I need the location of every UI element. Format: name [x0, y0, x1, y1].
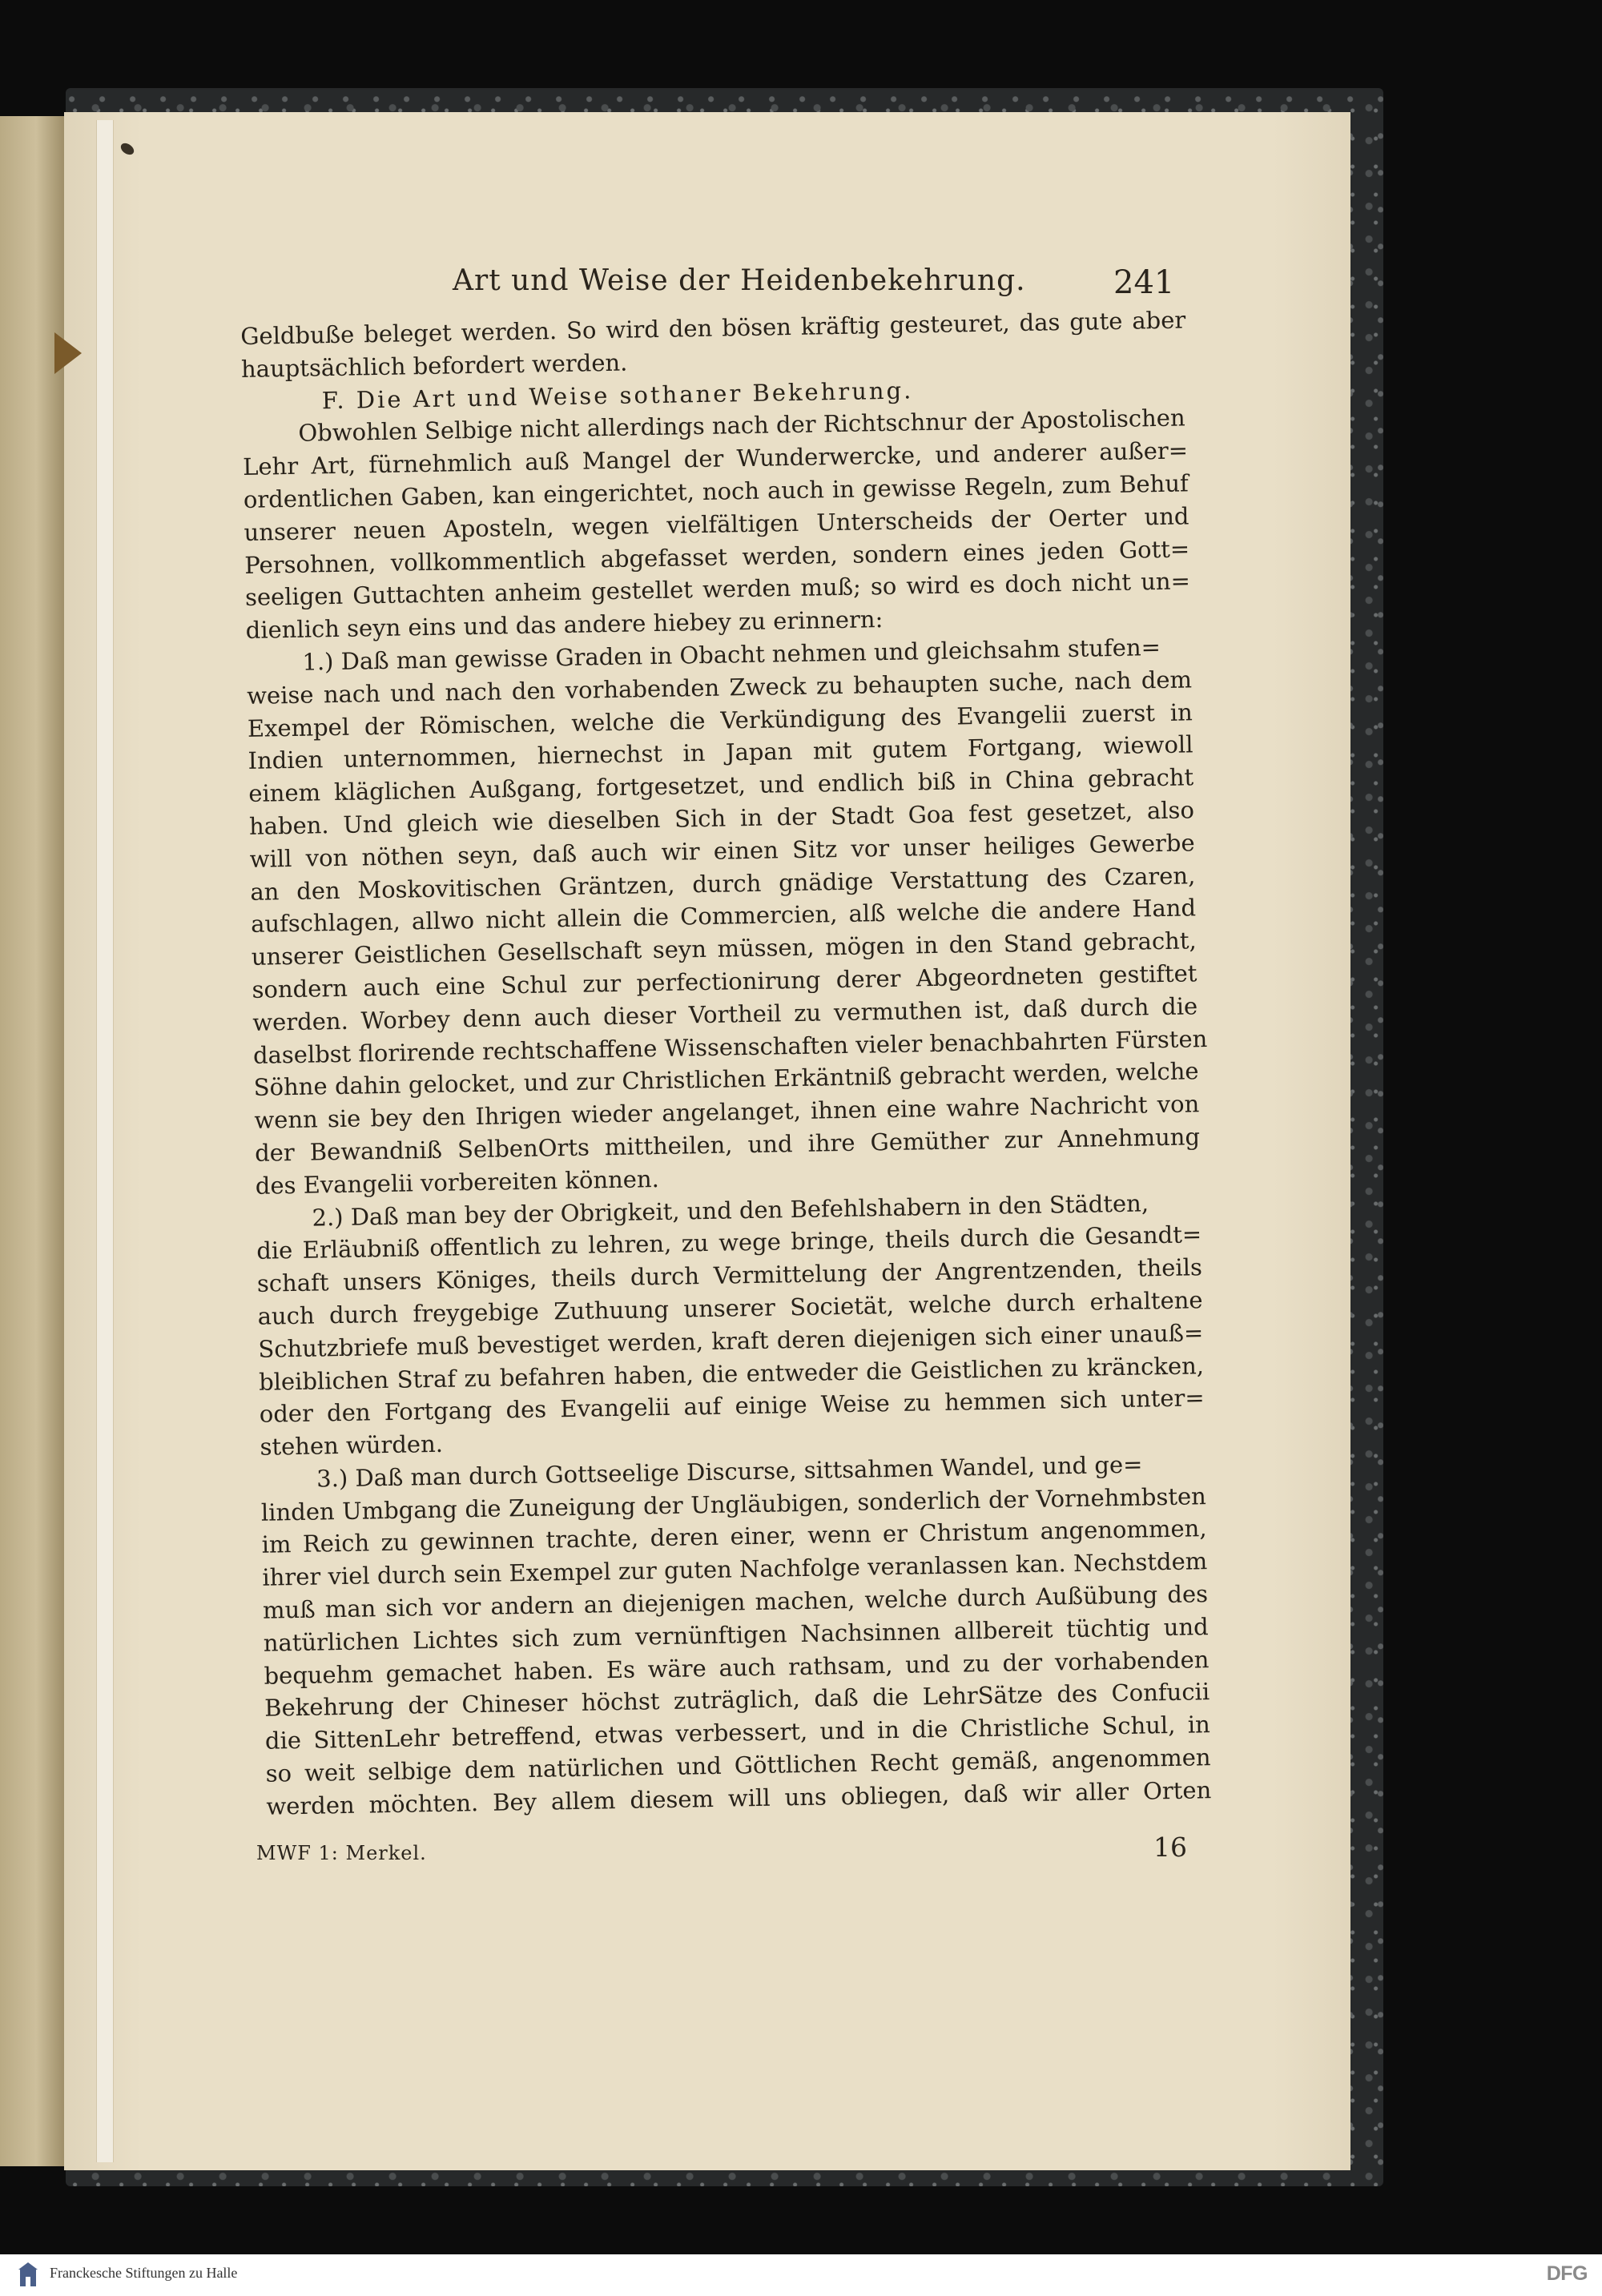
text-line: ordentlichen Gaben, kan eingerichtet, noch auch in gewisse Regeln, zum Behuf	[243, 469, 1189, 513]
text-line: Lehr Art, fürnehmlich auß Mangel der Wunderwercke, und anderer außer=	[242, 436, 1189, 481]
text-line: Schutzbriefe muß bevestiget werden, kraft deren diejenigen sich einer unauß=	[258, 1318, 1204, 1363]
text-line: des Evangelii vorbereiten können.	[255, 1164, 660, 1200]
text-line: Söhne dahin gelocket, und zur Christlichen Erkäntniß gebracht werden, welche	[253, 1057, 1199, 1102]
text-line: schaft unsers Königes, theils durch Vermittelung der Angrentzenden, theils	[256, 1253, 1203, 1297]
text-line: die SittenLehr betreffend, etwas verbessert, und in die Christliche Schul, in	[264, 1711, 1211, 1755]
text-line: daselbst florirende rechtschaffene Wissenschaften vieler benachbahrten Fürsten	[252, 1024, 1208, 1069]
text-line: 2.) Daß man bey der Obrigkeit, und den Befehlshabern in den Städten,	[312, 1188, 1149, 1232]
signature-mark: MWF 1: Merkel.	[256, 1842, 427, 1864]
text-line: einem kläglichen Außgang, fortgesetzet, und endlich biß in China gebracht	[248, 763, 1194, 808]
text-line: stehen würden.	[260, 1429, 444, 1461]
text-line: unserer Geistlichen Gesellschaft seyn müssen, mögen in den Stand gebracht,	[251, 927, 1197, 971]
text-line: Indien unternommen, hiernechst in Japan mit gutem Fortgang, wiewoll	[248, 730, 1193, 775]
text-line: werden möchten. Bey allem diesem will uns obliegen, daß wir aller Orten	[266, 1775, 1212, 1820]
text-line: Obwohlen Selbige nicht allerdings nach der Richtschnur der Apostolischen	[298, 404, 1185, 448]
text-line: im Reich zu gewinnen trachte, deren einer, wenn er Christum angenommen,	[261, 1514, 1207, 1559]
text-line: wenn sie bey den Ihrigen wieder angelanget, ihnen eine wahre Nachricht von	[254, 1090, 1200, 1134]
text-line: Geldbuße beleget werden. So wird den bösen kräftig gesteuret, das gute aber	[240, 306, 1186, 350]
text-line: bleiblichen Straf zu befahren haben, die entweder die Geistlichen zu kräncken,	[258, 1351, 1205, 1396]
text-line: Exempel der Römischen, welche die Verkündigung des Evangelii zuerst in	[247, 698, 1193, 742]
text-line: Persohnen, vollkommentlich abgefasset werden, sondern eines jeden Gott=	[244, 534, 1190, 579]
running-head-title: Art und Weise der Heidenbekehrung.	[453, 264, 1026, 297]
institution-logo-icon	[16, 2261, 40, 2290]
text-line: an den Moskovitischen Gräntzen, durch gnädige Verstattung des Czaren,	[250, 861, 1196, 906]
text-line: die Erläubniß offentlich zu lehren, zu wege bringe, theils durch die Gesandt=	[256, 1220, 1202, 1265]
gutter-strip	[96, 120, 114, 2162]
page-number: 241	[1113, 264, 1175, 301]
text-line: linden Umbgang die Zuneigung der Ungläubigen, sonderlich der Vornehmbsten	[260, 1482, 1207, 1526]
text-line: haben. Und gleich wie dieselben Sich in der Stadt Goa fest gesetzet, also	[248, 796, 1195, 840]
text-line: unserer neuen Aposteln, wegen vielfältigen Unterscheids der Oerter und	[244, 502, 1189, 546]
text-line: 1.) Daß man gewisse Graden in Obacht nehmen und gleichsahm stufen=	[302, 633, 1161, 676]
text-line: hauptsächlich befordert werden.	[240, 348, 628, 383]
text-line: seeligen Guttachten anheim gestellet werden muß; so wird es doch nicht un=	[244, 567, 1191, 612]
page-edge-tab	[54, 332, 82, 374]
text-line: sondern auch eine Schul zur perfectionirung derer Abgeordneten gestiftet	[252, 959, 1197, 1003]
text-line: dienlich seyn eins und das andere hiebey zu erinnern:	[245, 605, 884, 645]
left-page-edge	[0, 116, 66, 2166]
text-line: Bekehrung der Chineser höchst zuträglich, daß die LehrSätze des Confucii	[264, 1678, 1210, 1723]
text-line: ihrer viel durch sein Exempel zur guten Nachfolge veranlassen kan. Nechstdem	[262, 1547, 1208, 1592]
text-line: oder den Fortgang des Evangelii auf einige Weise zu hemmen sich unter=	[259, 1384, 1205, 1429]
text-line: will von nöthen seyn, daß auch wir einen Sitz vor unser heiliges Gewerbe	[249, 829, 1195, 873]
text-line: bequehm gemachet haben. Es wäre auch rathsam, und zu der vorhabenden	[264, 1645, 1210, 1690]
text-line: weise nach und nach den vorhabenden Zweck zu behaupten suche, nach dem	[246, 665, 1193, 710]
dfg-logo: DFG	[1546, 2262, 1588, 2285]
sheet-number: 16	[1153, 1832, 1187, 1863]
body-text	[240, 304, 1212, 1823]
text-line: aufschlagen, allwo nicht allein die Commercien, alß welche die andere Hand	[250, 894, 1197, 939]
institution-name: Franckesche Stiftungen zu Halle	[50, 2265, 238, 2281]
text-line: so weit selbige dem natürlichen und Göttlichen Recht gemäß, angenommen	[265, 1743, 1211, 1787]
text-line: natürlichen Lichtes sich zum vernünftigen Nachsinnen allbereit tüchtig und	[263, 1613, 1209, 1657]
text-line: 3.) Daß man durch Gottseelige Discurse, sittsahmen Wandel, und ge=	[316, 1450, 1143, 1493]
text-line: der Bewandniß SelbenOrts mittheilen, und ihre Gemüther zur Annehmung	[254, 1123, 1201, 1167]
text-line: F. Die Art und Weise sothaner Bekehrung.	[321, 376, 914, 414]
text-line: auch durch freygebige Zuthuung unserer Societät, welche durch erhaltene	[257, 1286, 1203, 1330]
text-line: muß man sich vor andern an diejenigen machen, welche durch Außübung des	[262, 1580, 1209, 1624]
text-line: werden. Worbey denn auch dieser Vortheil zu vermuthen ist, daß durch die	[252, 992, 1198, 1036]
source-bar	[0, 2254, 1602, 2296]
